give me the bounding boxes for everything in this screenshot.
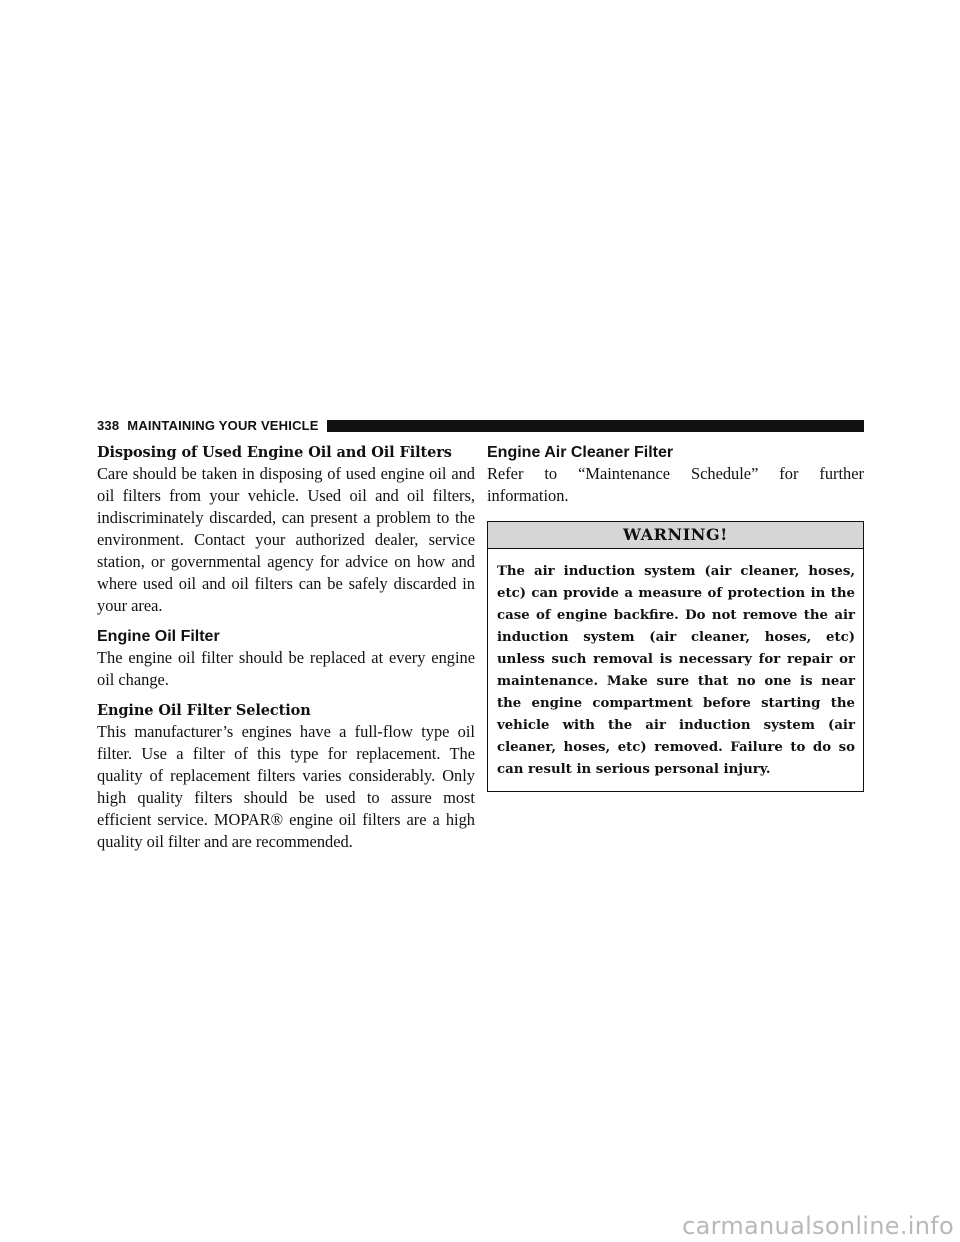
spacer — [97, 617, 475, 627]
paragraph-disposing-oil: Care should be taken in disposing of used engine oil and oil filters from your vehicle. Used oil and oil filters, indiscriminately discarded, can present a problem to the environment. Contact your authorized dealer, service station, or governmental agency for advice on how and where used oil and oil filters can be safely discarded in your area. — [97, 464, 475, 615]
paragraph-air-cleaner-filter: Refer to “Maintenance Schedule” for further information. — [487, 464, 864, 505]
watermark: carmanualsonline.info — [682, 1212, 954, 1240]
heading-air-cleaner-filter: Engine Air Cleaner Filter — [487, 444, 674, 461]
spacer — [97, 691, 475, 701]
right-column — [487, 443, 864, 792]
warning-box — [487, 521, 864, 792]
header-rule — [327, 420, 864, 432]
page-number: 338 — [97, 418, 120, 433]
heading-disposing-oil: Disposing of Used Engine Oil and Oil Filters — [97, 444, 452, 461]
heading-engine-oil-filter: Engine Oil Filter — [97, 628, 220, 645]
section-title: MAINTAINING YOUR VEHICLE — [127, 418, 319, 433]
paragraph-engine-oil-filter: The engine oil filter should be replaced at every engine oil change. — [97, 648, 475, 689]
warning-title: WARNING! — [488, 522, 863, 549]
warning-text: The air induction system (air cleaner, hoses, etc) can provide a measure of protection in the case of engine backfire. Do not remove the air induction system (air cleaner, hoses, etc) unless such removal is necessary for repair or maintenance. Make sure that no one is near the engine compartment before starting the vehicle with the air induction system (air cleaner, hoses, etc) removed. Failure to do so can result in serious personal injury. — [497, 564, 855, 777]
left-column — [97, 443, 475, 853]
page-header — [97, 417, 864, 434]
heading-oil-filter-selection: Engine Oil Filter Selection — [97, 702, 311, 719]
paragraph-oil-filter-selection: This manufacturer’s engines have a full-flow type oil filter. Use a filter of this type for replacement. The quality of replacement filters varies considerably. Only high quality filters should be used to assure most efficient service. MOPAR® engine oil filters are a high quality oil filter and are recommended. — [97, 722, 475, 851]
